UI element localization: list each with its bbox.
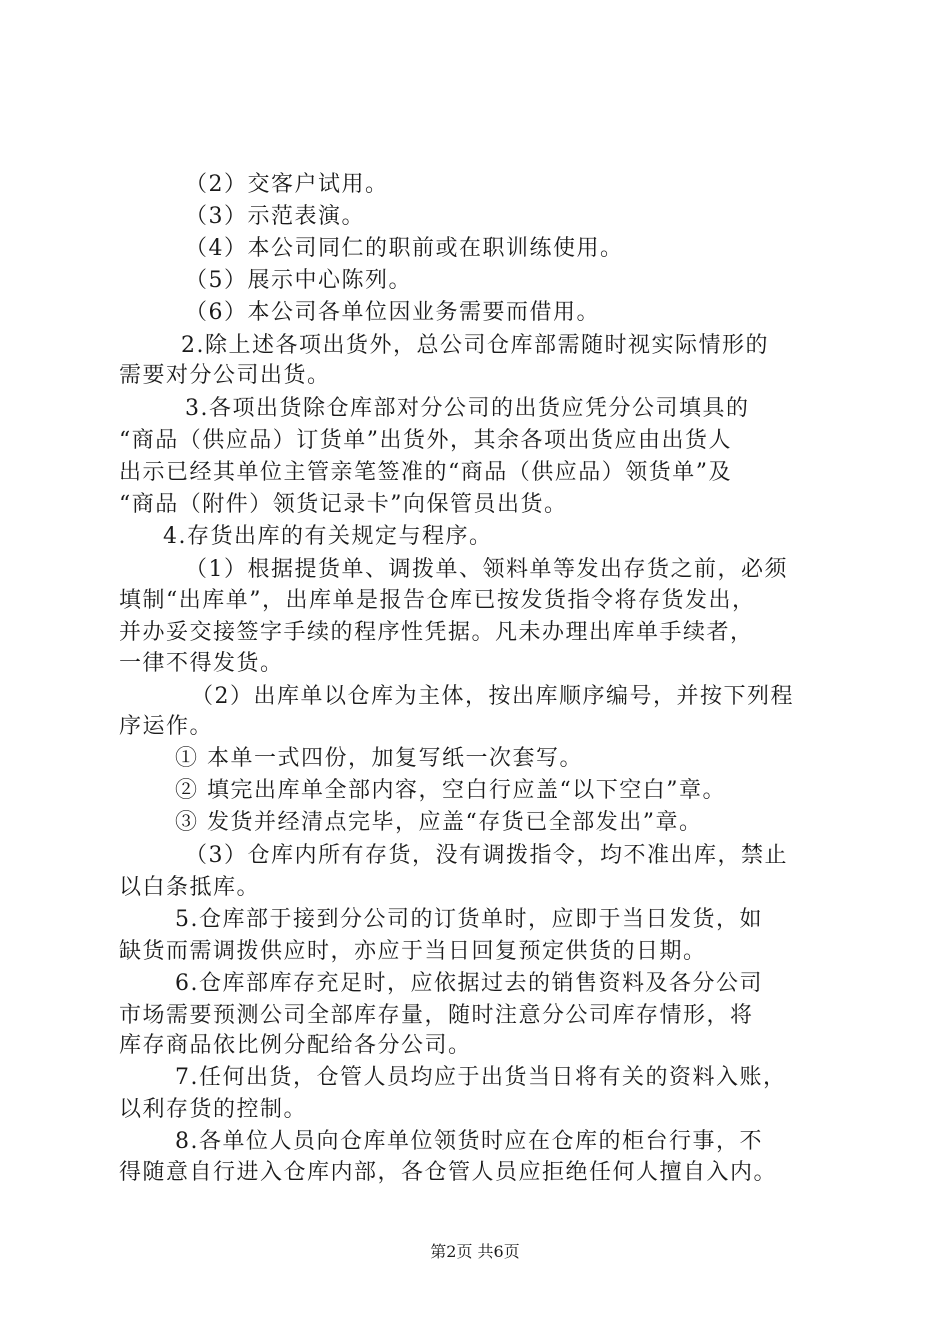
text-line: （3）仓库内所有存货，没有调拨指令，均不准出库，禁止 xyxy=(185,843,788,868)
text-line: ③ 发货并经清点完毕，应盖“存货已全部发出”章。 xyxy=(175,810,703,835)
text-line: 需要对分公司出货。 xyxy=(119,363,331,388)
text-line: 5.仓库部于接到分公司的订货单时，应即于当日发货，如 xyxy=(175,907,763,932)
text-line: “商品（附件）领货记录卡”向保管员出货。 xyxy=(119,492,568,517)
text-line: 填制“出库单”，出库单是报告仓库已按发货指令将存货发出， xyxy=(119,588,756,613)
text-line: 7.任何出货，仓管人员均应于出货当日将有关的资料入账， xyxy=(175,1065,787,1090)
text-line: （4）本公司同仁的职前或在职训练使用。 xyxy=(185,236,624,261)
text-line: 库存商品依比例分配给各分公司。 xyxy=(119,1033,472,1058)
text-line: 以白条抵库。 xyxy=(119,875,261,900)
text-line: （6）本公司各单位因业务需要而借用。 xyxy=(185,300,600,325)
text-line: （1）根据提货单、调拨单、领料单等发出存货之前，必须 xyxy=(185,557,788,582)
text-line: 2.除上述各项出货外，总公司仓库部需随时视实际情形的 xyxy=(181,333,769,358)
page-number-footer: 第2页 共6页 xyxy=(430,1242,520,1261)
text-line: （5）展示中心陈列。 xyxy=(185,268,412,293)
text-line: 4.存货出库的有关规定与程序。 xyxy=(163,524,493,549)
text-line: 市场需要预测公司全部库存量，随时注意分公司库存情形，将 xyxy=(119,1003,754,1028)
text-line: 一律不得发货。 xyxy=(119,651,284,676)
text-line: 得随意自行进入仓库内部，各仓管人员应拒绝任何人擅自入内。 xyxy=(119,1160,778,1185)
text-line: 3.各项出货除仓库部对分公司的出货应凭分公司填具的 xyxy=(185,396,750,421)
text-line: 并办妥交接签字手续的程序性凭据。凡未办理出库单手续者， xyxy=(119,620,754,645)
text-line: （2）交客户试用。 xyxy=(185,172,389,197)
text-line: 出示已经其单位主管亲笔签准的“商品（供应品）领货单”及 xyxy=(119,460,732,485)
text-line: 8.各单位人员向仓库单位领货时应在仓库的柜台行事，不 xyxy=(175,1129,763,1154)
text-line: 序运作。 xyxy=(119,714,214,739)
text-line: “商品（供应品）订货单”出货外，其余各项出货应由出货人 xyxy=(119,428,732,453)
text-line: 以利存货的控制。 xyxy=(119,1097,308,1122)
text-line: ② 填完出库单全部内容，空白行应盖“以下空白”章。 xyxy=(175,778,726,803)
text-line: （3）示范表演。 xyxy=(185,204,365,229)
text-line: （2）出库单以仓库为主体，按出库顺序编号，并按下列程 xyxy=(191,684,794,709)
text-line: ① 本单一式四份，加复写纸一次套写。 xyxy=(175,746,583,771)
text-line: 缺货而需调拨供应时，亦应于当日回复预定供货的日期。 xyxy=(119,939,707,964)
text-line: 6.仓库部库存充足时，应依据过去的销售资料及各分公司 xyxy=(175,971,763,996)
